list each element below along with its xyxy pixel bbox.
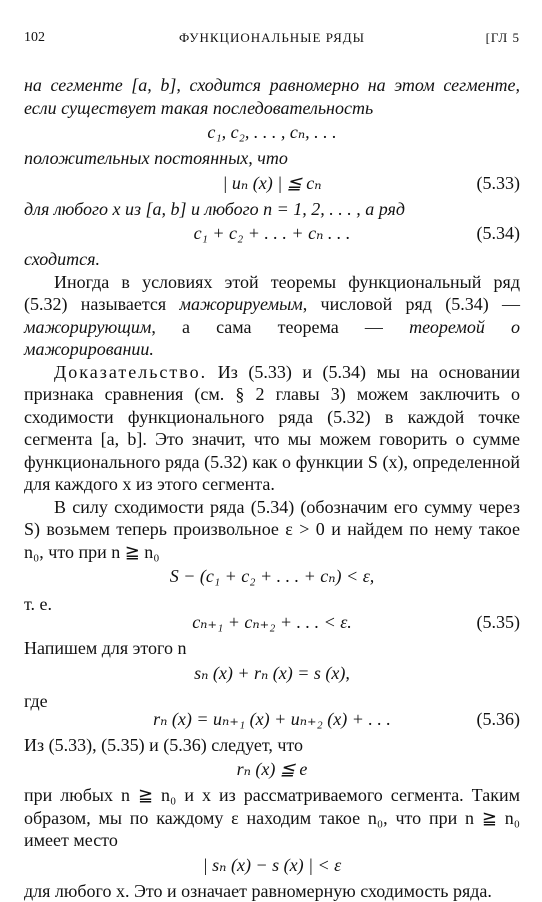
equation-5-36	[24, 688, 520, 716]
paragraph: положительных постоянных, что	[24, 147, 520, 170]
text-run: , числовой ряд (5.34) —	[303, 294, 520, 314]
equation-formula: cₙ₊₁ + cₙ₊₂ + . . . < ε.	[24, 611, 520, 634]
equation	[24, 852, 520, 880]
equation-number: (5.36)	[477, 708, 521, 731]
equation-formula: S − (c₁ + c₂ + . . . + cₙ) < ε,	[24, 565, 520, 588]
equation-formula: | uₙ (x) | ≦ cₙ	[24, 172, 520, 195]
te-label: т. е.	[24, 593, 52, 616]
equation-5-34	[24, 220, 520, 248]
paragraph: Из (5.33), (5.35) и (5.36) следует, что	[24, 734, 520, 757]
paragraph: В силу сходимости ряда (5.34) (обозначим его сумму через S) возьмем теперь произвольное ε > 0 и найдем по нему такое n₀, что при n ≧ n₀	[24, 496, 520, 564]
page-number: 102	[24, 30, 45, 46]
paragraph: на сегменте [a, b], сходится равномерно на этом сегменте, если существует такая последовательность	[24, 74, 520, 119]
paragraph: сходится.	[24, 248, 520, 271]
equation-number: (5.34)	[477, 222, 521, 245]
paragraph	[24, 361, 520, 496]
running-header	[24, 30, 520, 52]
equation-5-35	[24, 591, 520, 619]
chapter-marker: [ГЛ 5	[486, 30, 520, 46]
gde-label: где	[24, 690, 48, 713]
text-run: Иногда в условиях этой теоремы функциональный ряд (5.32) называется	[24, 272, 520, 315]
proof-heading: Доказательство.	[54, 362, 207, 382]
equation-formula: c₁, c₂, . . . , cₙ, . . .	[24, 121, 520, 144]
running-title: ФУНКЦИОНАЛЬНЫЕ РЯДЫ	[24, 30, 520, 46]
equation-formula: | sₙ (x) − s (x) | < ε	[24, 854, 520, 877]
equation-number: (5.35)	[477, 611, 521, 634]
text-run: , а сама теорема —	[151, 317, 409, 337]
equation	[24, 119, 520, 147]
equation-number: (5.33)	[477, 172, 521, 195]
equation-formula: c₁ + c₂ + . . . + cₙ . . .	[24, 222, 520, 245]
paragraph: Напишем для этого n	[24, 637, 520, 660]
equation-formula: sₙ (x) + rₙ (x) = s (x),	[24, 662, 520, 685]
paragraph: для любого x. Это и означает равномерную сходимость ряда.	[24, 880, 520, 902]
emphasis: мажорируемым	[180, 294, 303, 314]
paragraph: для любого x из [a, b] и любого n = 1, 2, . . . , а ряд	[24, 198, 520, 221]
paragraph: при любых n ≧ n₀ и x из рассматриваемого сегмента. Таким образом, мы по каждому ε находим такое n₀, что при n ≧ n₀ имеет место	[24, 784, 520, 852]
equation-formula: rₙ (x) ≦ e	[24, 758, 520, 781]
emphasis: мажорирующим	[24, 317, 151, 337]
equation	[24, 660, 520, 688]
equation	[24, 756, 520, 784]
equation-5-33	[24, 170, 520, 198]
paragraph	[24, 271, 520, 361]
equation	[24, 563, 520, 591]
page-body	[24, 74, 520, 902]
emphasis: теоремой о мажорировании.	[24, 317, 520, 360]
equation-formula: rₙ (x) = uₙ₊₁ (x) + uₙ₊₂ (x) + . . .	[24, 708, 520, 731]
text-run: Из (5.33) и (5.34) мы на основании признака сравнения (см. § 2 главы 3) можем заключить о сходимости функционального ряда (5.32) в каждой точке сегмента [a, b]. Это значит, что мы можем говорить о сумме функционального ряда (5.32) как о функции S (x), определенной для каждого x из этого сегмента.	[24, 362, 520, 495]
